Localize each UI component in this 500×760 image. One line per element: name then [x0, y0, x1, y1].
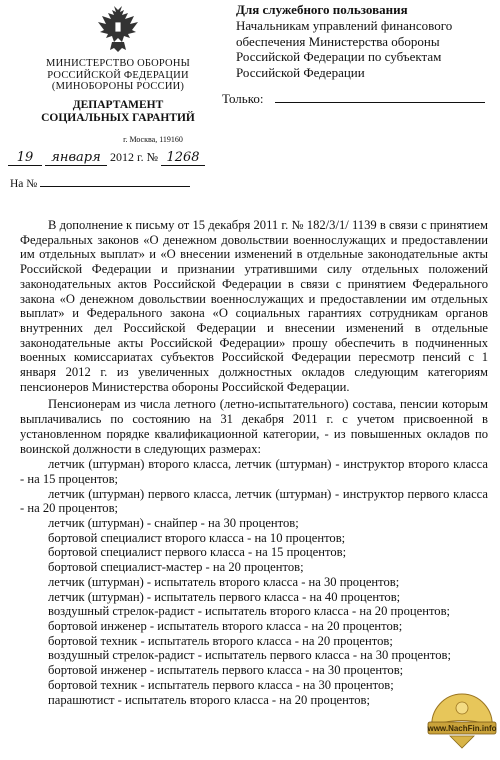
ministry-line: МИНИСТЕРСТВО ОБОРОНЫ [46, 58, 190, 69]
department-line: СОЦИАЛЬНЫХ ГАРАНТИЙ [41, 111, 195, 124]
list-item: парашютист - испытатель второго класса - на 20 процентов; [48, 692, 370, 707]
city-address: г. Москва, 119160 [123, 134, 183, 144]
list-item: бортовой техник - испытатель первого класса - на 30 процентов; [48, 677, 394, 692]
addressee-line: обеспечения Министерства обороны [236, 33, 440, 49]
watermark-text: www.NachFin.info [427, 724, 497, 733]
header-right [236, 2, 496, 80]
body-paragraph: Пенсионерам из числа летного (летно-испытательного) состава, пенсии которым выплачивались по состоянию на 31 декабря 2011 г. с учетом присвоенной в установленном порядке квалификационной категории, - из повышенных окладов по воинской должности в следующих размерах: [20, 397, 488, 456]
only-line [222, 90, 485, 107]
reference-blank [40, 176, 190, 187]
letter-body [20, 218, 488, 707]
letter-number: 1268 [161, 150, 205, 166]
nachfin-watermark-seal [424, 688, 500, 752]
rank-list [20, 457, 488, 707]
list-item: воздушный стрелок-радист - испытатель второго класса - на 20 процентов; [48, 604, 451, 619]
addressee-line: Российской Федерации [236, 64, 365, 80]
list-item: бортовой техник - испытатель второго класса - на 20 процентов; [48, 633, 393, 648]
list-item: летчик (штурман) - испытатель первого класса - на 40 процентов; [48, 589, 401, 604]
date-day: 19 [8, 150, 42, 166]
letter-date-number [8, 150, 218, 166]
department-line: ДЕПАРТАМЕНТ [72, 98, 164, 111]
list-item: бортовой специалист-мастер - на 20 процентов; [48, 560, 304, 575]
double-headed-eagle-emblem-icon [94, 4, 142, 54]
list-item: бортовой специалист второго класса - на 10 процентов; [48, 530, 346, 545]
list-item: бортовой специалист первого класса - на 15 процентов; [48, 545, 347, 560]
ministry-name [28, 58, 208, 93]
reference-number-line [10, 176, 190, 190]
list-item: воздушный стрелок-радист - испытатель первого класса - на 30 процентов; [48, 648, 451, 663]
date-suffix: г. № [137, 150, 159, 164]
date-year: 2012 [110, 150, 134, 164]
letterhead [28, 4, 208, 144]
list-item: летчик (штурман) первого класса, летчик (штурман) - инструктор первого класса - на 20 процентов; [20, 486, 488, 516]
department-name [28, 99, 208, 125]
addressee-line: Российской Федерации по субъектам [236, 49, 442, 64]
date-month: января [45, 150, 107, 166]
addressee-line: Начальникам управлений финансового [236, 18, 453, 33]
ministry-line: (МИНОБОРОНЫ РОССИИ) [51, 81, 185, 92]
list-item: летчик (штурман) второго класса, летчик (штурман) - инструктор второго класса - на 15 процентов; [20, 457, 488, 486]
addressee [236, 18, 496, 80]
list-item: летчик (штурман) - испытатель второго класса - на 30 процентов; [48, 574, 400, 589]
list-item: бортовой инженер - испытатель первого класса - на 30 процентов; [48, 663, 404, 678]
only-blank [275, 90, 485, 103]
ministry-line: РОССИЙСКОЙ ФЕДЕРАЦИИ [47, 69, 189, 81]
list-item: бортовой инженер - испытатель второго класса - на 20 процентов; [48, 618, 403, 633]
only-label: Только: [222, 91, 264, 106]
reference-label: На № [10, 178, 38, 190]
list-item: летчик (штурман) - снайпер - на 30 процентов; [48, 516, 299, 531]
body-paragraph: В дополнение к письму от 15 декабря 2011 г. № 182/3/1/ 1139 в связи с принятием Федеральных законов «О денежном довольствии военнослужащих и предоставлении им отдельных выплат» и «О внесении изменений в отдельные законодательные акты Российской Федерации и признании утратившими силу отдельных положений законодательных актов Российской Федерации в связи с принятием Федерального закона «О денежном довольствии военнослужащих и предоставлении им отдельных выплат» и Федерального закона «О социальных гарантиях сотрудникам органов внутренних дел Российской Федерации и внесении изменений в отдельные законодательные акты Российской Федерации» прошу обеспечить в подчиненных военных комиссариатах субъектов Российской Федерации пересмотр пенсий с 1 января 2012 г. из увеличенных должностных окладов следующим категориям пенсионеров Министерства обороны Российской Федерации. [20, 218, 488, 394]
classification-mark: Для служебного пользования [236, 2, 408, 17]
